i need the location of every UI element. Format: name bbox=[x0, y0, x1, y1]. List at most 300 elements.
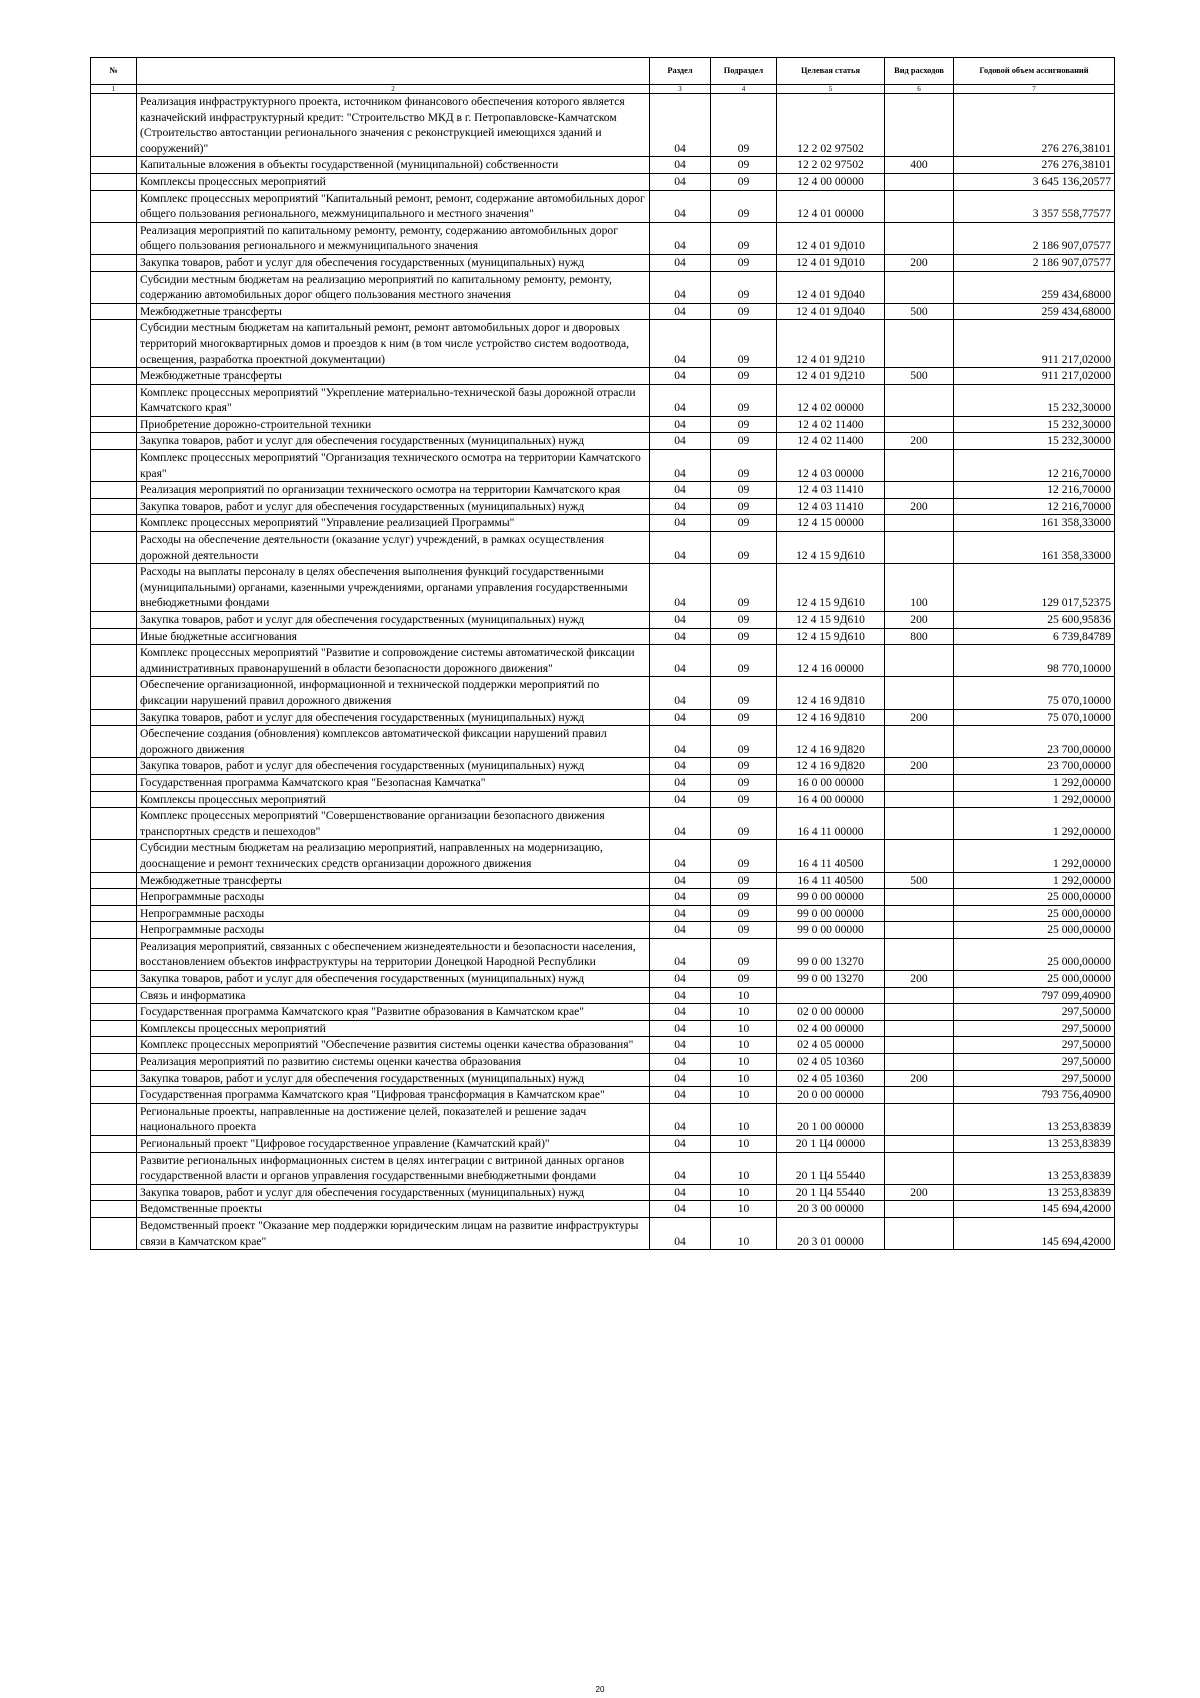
row-name-cell: Межбюджетные трансферты bbox=[137, 368, 650, 385]
row-section-cell: 04 bbox=[650, 1070, 711, 1087]
row-subsection-cell: 09 bbox=[711, 222, 777, 254]
row-name-cell: Непрограммные расходы bbox=[137, 922, 650, 939]
row-target-article-cell: 20 3 00 00000 bbox=[777, 1201, 885, 1218]
row-section-cell: 04 bbox=[650, 645, 711, 677]
row-expense-type-cell bbox=[885, 1136, 954, 1153]
row-name-cell: Реализация мероприятий по организации технического осмотра на территории Камчатского края bbox=[137, 482, 650, 499]
row-subsection-cell: 09 bbox=[711, 726, 777, 758]
row-expense-type-cell bbox=[885, 482, 954, 499]
table-row bbox=[91, 758, 1115, 775]
row-expense-type-cell: 200 bbox=[885, 971, 954, 988]
row-target-article-cell: 12 4 01 9Д010 bbox=[777, 254, 885, 271]
row-name-cell: Комплекс процессных мероприятий "Совершенствование организации безопасного движения транспортных средств и пешеходов" bbox=[137, 808, 650, 840]
row-amount-cell: 297,50000 bbox=[954, 1054, 1115, 1071]
row-amount-cell: 15 232,30000 bbox=[954, 416, 1115, 433]
row-number-cell bbox=[91, 173, 137, 190]
row-amount-cell: 276 276,38101 bbox=[954, 94, 1115, 157]
row-name-cell: Межбюджетные трансферты bbox=[137, 303, 650, 320]
table-row bbox=[91, 222, 1115, 254]
table-row bbox=[91, 905, 1115, 922]
row-number-cell bbox=[91, 271, 137, 303]
table-row bbox=[91, 872, 1115, 889]
row-number-cell bbox=[91, 433, 137, 450]
column-number: 5 bbox=[777, 85, 885, 94]
row-target-article-cell: 12 4 16 9Д820 bbox=[777, 758, 885, 775]
row-expense-type-cell bbox=[885, 905, 954, 922]
row-name-cell: Закупка товаров, работ и услуг для обеспечения государственных (муниципальных) нужд bbox=[137, 758, 650, 775]
row-subsection-cell: 09 bbox=[711, 254, 777, 271]
row-section-cell: 04 bbox=[650, 808, 711, 840]
row-expense-type-cell bbox=[885, 320, 954, 368]
table-row bbox=[91, 1103, 1115, 1135]
row-amount-cell: 297,50000 bbox=[954, 1004, 1115, 1021]
row-expense-type-cell bbox=[885, 645, 954, 677]
row-expense-type-cell bbox=[885, 271, 954, 303]
table-row bbox=[91, 889, 1115, 906]
row-amount-cell: 297,50000 bbox=[954, 1020, 1115, 1037]
row-subsection-cell: 10 bbox=[711, 1136, 777, 1153]
row-section-cell: 04 bbox=[650, 94, 711, 157]
row-target-article-cell: 20 1 Ц4 00000 bbox=[777, 1136, 885, 1153]
row-expense-type-cell bbox=[885, 791, 954, 808]
row-name-cell: Реализация мероприятий, связанных с обеспечением жизнедеятельности и безопасности населения, восстановлением объектов инфраструктуры на территории Донецкой Народной Республики bbox=[137, 938, 650, 970]
row-number-cell bbox=[91, 889, 137, 906]
row-subsection-cell: 09 bbox=[711, 271, 777, 303]
row-subsection-cell: 09 bbox=[711, 645, 777, 677]
row-target-article-cell: 12 4 15 9Д610 bbox=[777, 564, 885, 612]
row-number-cell bbox=[91, 450, 137, 482]
row-subsection-cell: 09 bbox=[711, 303, 777, 320]
table-row bbox=[91, 726, 1115, 758]
row-number-cell bbox=[91, 1004, 137, 1021]
row-subsection-cell: 10 bbox=[711, 1201, 777, 1218]
row-expense-type-cell bbox=[885, 1201, 954, 1218]
row-target-article-cell: 16 4 11 40500 bbox=[777, 840, 885, 872]
row-amount-cell: 145 694,42000 bbox=[954, 1201, 1115, 1218]
row-amount-cell: 3 357 558,77577 bbox=[954, 190, 1115, 222]
row-number-cell bbox=[91, 987, 137, 1004]
row-expense-type-cell bbox=[885, 840, 954, 872]
row-amount-cell: 12 216,70000 bbox=[954, 450, 1115, 482]
row-number-cell bbox=[91, 94, 137, 157]
table-row bbox=[91, 971, 1115, 988]
row-number-cell bbox=[91, 564, 137, 612]
row-section-cell: 04 bbox=[650, 1217, 711, 1249]
column-number: 3 bbox=[650, 85, 711, 94]
row-expense-type-cell bbox=[885, 190, 954, 222]
row-section-cell: 04 bbox=[650, 791, 711, 808]
row-expense-type-cell bbox=[885, 808, 954, 840]
row-section-cell: 04 bbox=[650, 368, 711, 385]
row-amount-cell: 25 000,00000 bbox=[954, 889, 1115, 906]
row-section-cell: 04 bbox=[650, 1201, 711, 1218]
row-amount-cell: 2 186 907,07577 bbox=[954, 254, 1115, 271]
row-subsection-cell: 10 bbox=[711, 1087, 777, 1104]
table-row bbox=[91, 922, 1115, 939]
row-target-article-cell: 16 4 11 40500 bbox=[777, 872, 885, 889]
row-name-cell: Региональный проект "Цифровое государственное управление (Камчатский край)" bbox=[137, 1136, 650, 1153]
column-number-row bbox=[91, 85, 1115, 94]
table-row bbox=[91, 645, 1115, 677]
row-amount-cell: 2 186 907,07577 bbox=[954, 222, 1115, 254]
row-number-cell bbox=[91, 416, 137, 433]
table-row bbox=[91, 1004, 1115, 1021]
row-expense-type-cell: 100 bbox=[885, 564, 954, 612]
row-name-cell: Субсидии местным бюджетам на капитальный ремонт, ремонт автомобильных дорог и дворовых территорий многоквартирных домов и проездов к ним (в том числе устройство систем водоотвода, освещения, разработка проектной документации) bbox=[137, 320, 650, 368]
column-number: 2 bbox=[137, 85, 650, 94]
row-section-cell: 04 bbox=[650, 1054, 711, 1071]
row-number-cell bbox=[91, 1184, 137, 1201]
row-name-cell: Закупка товаров, работ и услуг для обеспечения государственных (муниципальных) нужд bbox=[137, 971, 650, 988]
row-number-cell bbox=[91, 532, 137, 564]
row-amount-cell: 12 216,70000 bbox=[954, 498, 1115, 515]
table-row bbox=[91, 1136, 1115, 1153]
row-amount-cell: 6 739,84789 bbox=[954, 628, 1115, 645]
row-expense-type-cell bbox=[885, 1152, 954, 1184]
row-target-article-cell: 12 4 03 11410 bbox=[777, 498, 885, 515]
row-amount-cell: 13 253,83839 bbox=[954, 1184, 1115, 1201]
row-section-cell: 04 bbox=[650, 173, 711, 190]
row-target-article-cell: 02 0 00 00000 bbox=[777, 1004, 885, 1021]
row-target-article-cell: 12 4 01 9Д210 bbox=[777, 320, 885, 368]
row-section-cell: 04 bbox=[650, 872, 711, 889]
row-section-cell: 04 bbox=[650, 726, 711, 758]
header-name bbox=[137, 58, 650, 85]
row-subsection-cell: 09 bbox=[711, 628, 777, 645]
row-amount-cell: 1 292,00000 bbox=[954, 840, 1115, 872]
row-section-cell: 04 bbox=[650, 416, 711, 433]
row-amount-cell: 75 070,10000 bbox=[954, 709, 1115, 726]
table-body bbox=[91, 94, 1115, 1250]
row-amount-cell: 15 232,30000 bbox=[954, 433, 1115, 450]
row-expense-type-cell: 800 bbox=[885, 628, 954, 645]
row-section-cell: 04 bbox=[650, 564, 711, 612]
row-name-cell: Непрограммные расходы bbox=[137, 889, 650, 906]
row-expense-type-cell bbox=[885, 416, 954, 433]
row-amount-cell: 259 434,68000 bbox=[954, 303, 1115, 320]
table-row bbox=[91, 840, 1115, 872]
row-expense-type-cell bbox=[885, 173, 954, 190]
row-number-cell bbox=[91, 808, 137, 840]
row-subsection-cell: 09 bbox=[711, 368, 777, 385]
row-target-article-cell: 20 0 00 00000 bbox=[777, 1087, 885, 1104]
row-target-article-cell: 99 0 00 13270 bbox=[777, 938, 885, 970]
row-expense-type-cell bbox=[885, 922, 954, 939]
row-subsection-cell: 09 bbox=[711, 840, 777, 872]
row-expense-type-cell bbox=[885, 1103, 954, 1135]
row-number-cell bbox=[91, 384, 137, 416]
row-section-cell: 04 bbox=[650, 1184, 711, 1201]
row-target-article-cell: 12 4 01 00000 bbox=[777, 190, 885, 222]
row-expense-type-cell: 200 bbox=[885, 254, 954, 271]
table-row bbox=[91, 774, 1115, 791]
row-name-cell: Комплекс процессных мероприятий "Развитие и сопровождение системы автоматической фиксации административных правонарушений в области безопасности дорожного движения" bbox=[137, 645, 650, 677]
row-subsection-cell: 09 bbox=[711, 173, 777, 190]
row-name-cell: Ведомственные проекты bbox=[137, 1201, 650, 1218]
row-expense-type-cell bbox=[885, 726, 954, 758]
row-target-article-cell: 12 4 03 00000 bbox=[777, 450, 885, 482]
row-target-article-cell: 99 0 00 13270 bbox=[777, 971, 885, 988]
row-subsection-cell: 09 bbox=[711, 612, 777, 629]
row-target-article-cell bbox=[777, 987, 885, 1004]
row-subsection-cell: 10 bbox=[711, 1103, 777, 1135]
row-number-cell bbox=[91, 758, 137, 775]
row-amount-cell: 797 099,40900 bbox=[954, 987, 1115, 1004]
table-row bbox=[91, 433, 1115, 450]
table-row bbox=[91, 416, 1115, 433]
row-subsection-cell: 09 bbox=[711, 938, 777, 970]
header-num: № bbox=[91, 58, 137, 85]
row-section-cell: 04 bbox=[650, 612, 711, 629]
row-expense-type-cell: 500 bbox=[885, 872, 954, 889]
row-expense-type-cell: 400 bbox=[885, 157, 954, 174]
row-expense-type-cell bbox=[885, 774, 954, 791]
row-amount-cell: 25 000,00000 bbox=[954, 938, 1115, 970]
table-row bbox=[91, 791, 1115, 808]
row-name-cell: Закупка товаров, работ и услуг для обеспечения государственных (муниципальных) нужд bbox=[137, 254, 650, 271]
row-amount-cell: 129 017,52375 bbox=[954, 564, 1115, 612]
row-amount-cell: 793 756,40900 bbox=[954, 1087, 1115, 1104]
row-name-cell: Комплекс процессных мероприятий "Капитальный ремонт, ремонт, содержание автомобильных дорог общего пользования регионального, межмуниципального и местного значения" bbox=[137, 190, 650, 222]
row-expense-type-cell bbox=[885, 1004, 954, 1021]
row-subsection-cell: 09 bbox=[711, 498, 777, 515]
row-section-cell: 04 bbox=[650, 758, 711, 775]
row-target-article-cell: 12 4 15 9Д610 bbox=[777, 532, 885, 564]
table-row bbox=[91, 271, 1115, 303]
row-expense-type-cell: 200 bbox=[885, 758, 954, 775]
row-section-cell: 04 bbox=[650, 1136, 711, 1153]
row-target-article-cell: 02 4 05 10360 bbox=[777, 1054, 885, 1071]
row-subsection-cell: 09 bbox=[711, 433, 777, 450]
row-amount-cell: 15 232,30000 bbox=[954, 384, 1115, 416]
row-number-cell bbox=[91, 612, 137, 629]
row-target-article-cell: 12 4 01 9Д210 bbox=[777, 368, 885, 385]
row-expense-type-cell bbox=[885, 1037, 954, 1054]
row-name-cell: Субсидии местным бюджетам на реализацию мероприятий, направленных на модернизацию, дооснащение и ремонт технических средств организации дорожного движения bbox=[137, 840, 650, 872]
table-row bbox=[91, 94, 1115, 157]
row-section-cell: 04 bbox=[650, 157, 711, 174]
row-name-cell: Государственная программа Камчатского края "Цифровая трансформация в Камчатском крае" bbox=[137, 1087, 650, 1104]
row-name-cell: Расходы на выплаты персоналу в целях обеспечения выполнения функций государственными (муниципальными) органами, казенными учреждениями, органами управления государственными внебюджетными фондами bbox=[137, 564, 650, 612]
column-number: 4 bbox=[711, 85, 777, 94]
row-expense-type-cell bbox=[885, 94, 954, 157]
row-number-cell bbox=[91, 515, 137, 532]
row-number-cell bbox=[91, 791, 137, 808]
row-target-article-cell: 12 4 15 00000 bbox=[777, 515, 885, 532]
row-subsection-cell: 09 bbox=[711, 774, 777, 791]
row-expense-type-cell bbox=[885, 1217, 954, 1249]
row-number-cell bbox=[91, 303, 137, 320]
row-subsection-cell: 10 bbox=[711, 1004, 777, 1021]
row-target-article-cell: 12 4 16 9Д810 bbox=[777, 709, 885, 726]
table-row bbox=[91, 1054, 1115, 1071]
row-section-cell: 04 bbox=[650, 433, 711, 450]
row-amount-cell: 75 070,10000 bbox=[954, 677, 1115, 709]
row-section-cell: 04 bbox=[650, 450, 711, 482]
row-number-cell bbox=[91, 1136, 137, 1153]
table-row bbox=[91, 938, 1115, 970]
row-target-article-cell: 12 4 02 11400 bbox=[777, 416, 885, 433]
table-row bbox=[91, 173, 1115, 190]
row-name-cell: Субсидии местным бюджетам на реализацию мероприятий по капитальному ремонту, ремонту, содержанию автомобильных дорог общего пользования местного значения bbox=[137, 271, 650, 303]
row-subsection-cell: 09 bbox=[711, 384, 777, 416]
table-row bbox=[91, 157, 1115, 174]
row-name-cell: Реализация мероприятий по развитию системы оценки качества образования bbox=[137, 1054, 650, 1071]
row-name-cell: Закупка товаров, работ и услуг для обеспечения государственных (муниципальных) нужд bbox=[137, 1184, 650, 1201]
row-name-cell: Государственная программа Камчатского края "Развитие образования в Камчатском крае" bbox=[137, 1004, 650, 1021]
row-number-cell bbox=[91, 872, 137, 889]
table-row bbox=[91, 709, 1115, 726]
row-section-cell: 04 bbox=[650, 774, 711, 791]
row-number-cell bbox=[91, 1037, 137, 1054]
header-target-article: Целевая статья bbox=[777, 58, 885, 85]
row-subsection-cell: 09 bbox=[711, 677, 777, 709]
row-subsection-cell: 09 bbox=[711, 808, 777, 840]
row-number-cell bbox=[91, 1070, 137, 1087]
row-subsection-cell: 10 bbox=[711, 1184, 777, 1201]
column-number: 6 bbox=[885, 85, 954, 94]
budget-allocation-table bbox=[90, 57, 1115, 1250]
row-section-cell: 04 bbox=[650, 1004, 711, 1021]
row-subsection-cell: 10 bbox=[711, 1054, 777, 1071]
row-number-cell bbox=[91, 190, 137, 222]
row-amount-cell: 1 292,00000 bbox=[954, 872, 1115, 889]
row-name-cell: Закупка товаров, работ и услуг для обеспечения государственных (муниципальных) нужд bbox=[137, 433, 650, 450]
row-expense-type-cell: 500 bbox=[885, 303, 954, 320]
row-name-cell: Комплекс процессных мероприятий "Управление реализацией Программы" bbox=[137, 515, 650, 532]
row-subsection-cell: 10 bbox=[711, 1020, 777, 1037]
row-number-cell bbox=[91, 726, 137, 758]
row-subsection-cell: 09 bbox=[711, 515, 777, 532]
header-expense-type: Вид расходов bbox=[885, 58, 954, 85]
row-section-cell: 04 bbox=[650, 222, 711, 254]
row-amount-cell: 297,50000 bbox=[954, 1070, 1115, 1087]
row-name-cell: Комплекс процессных мероприятий "Укрепление материально-технической базы дорожной отрасли Камчатского края" bbox=[137, 384, 650, 416]
row-section-cell: 04 bbox=[650, 1020, 711, 1037]
row-target-article-cell: 20 1 00 00000 bbox=[777, 1103, 885, 1135]
row-name-cell: Приобретение дорожно-строительной техники bbox=[137, 416, 650, 433]
row-number-cell bbox=[91, 1217, 137, 1249]
row-amount-cell: 25 600,95836 bbox=[954, 612, 1115, 629]
row-section-cell: 04 bbox=[650, 938, 711, 970]
row-name-cell: Закупка товаров, работ и услуг для обеспечения государственных (муниципальных) нужд bbox=[137, 498, 650, 515]
row-name-cell: Расходы на обеспечение деятельности (оказание услуг) учреждений, в рамках осуществления дорожной деятельности bbox=[137, 532, 650, 564]
row-expense-type-cell bbox=[885, 384, 954, 416]
row-target-article-cell: 12 2 02 97502 bbox=[777, 157, 885, 174]
row-name-cell: Региональные проекты, направленные на достижение целей, показателей и решение задач национального проекта bbox=[137, 1103, 650, 1135]
row-target-article-cell: 16 4 11 00000 bbox=[777, 808, 885, 840]
row-name-cell: Капитальные вложения в объекты государственной (муниципальной) собственности bbox=[137, 157, 650, 174]
row-target-article-cell: 12 4 15 9Д610 bbox=[777, 628, 885, 645]
table-row bbox=[91, 808, 1115, 840]
row-subsection-cell: 09 bbox=[711, 482, 777, 499]
row-number-cell bbox=[91, 971, 137, 988]
table-row bbox=[91, 1184, 1115, 1201]
header-subsection: Подраздел bbox=[711, 58, 777, 85]
row-target-article-cell: 99 0 00 00000 bbox=[777, 922, 885, 939]
row-subsection-cell: 09 bbox=[711, 922, 777, 939]
table-row bbox=[91, 482, 1115, 499]
row-subsection-cell: 10 bbox=[711, 1217, 777, 1249]
row-target-article-cell: 12 4 01 9Д040 bbox=[777, 271, 885, 303]
row-subsection-cell: 10 bbox=[711, 1037, 777, 1054]
row-target-article-cell: 99 0 00 00000 bbox=[777, 889, 885, 906]
column-number: 1 bbox=[91, 85, 137, 94]
row-expense-type-cell: 200 bbox=[885, 433, 954, 450]
row-amount-cell: 98 770,10000 bbox=[954, 645, 1115, 677]
row-expense-type-cell bbox=[885, 987, 954, 1004]
row-name-cell: Закупка товаров, работ и услуг для обеспечения государственных (муниципальных) нужд bbox=[137, 612, 650, 629]
row-section-cell: 04 bbox=[650, 1087, 711, 1104]
row-section-cell: 04 bbox=[650, 840, 711, 872]
row-name-cell: Комплексы процессных мероприятий bbox=[137, 173, 650, 190]
row-expense-type-cell bbox=[885, 222, 954, 254]
row-amount-cell: 161 358,33000 bbox=[954, 515, 1115, 532]
row-section-cell: 04 bbox=[650, 271, 711, 303]
row-amount-cell: 13 253,83839 bbox=[954, 1152, 1115, 1184]
row-subsection-cell: 09 bbox=[711, 157, 777, 174]
row-amount-cell: 911 217,02000 bbox=[954, 320, 1115, 368]
row-target-article-cell: 02 4 05 00000 bbox=[777, 1037, 885, 1054]
row-subsection-cell: 10 bbox=[711, 1152, 777, 1184]
row-section-cell: 04 bbox=[650, 1037, 711, 1054]
row-number-cell bbox=[91, 1103, 137, 1135]
row-number-cell bbox=[91, 1152, 137, 1184]
row-number-cell bbox=[91, 774, 137, 791]
row-name-cell: Связь и информатика bbox=[137, 987, 650, 1004]
row-name-cell: Реализация инфраструктурного проекта, источником финансового обеспечения которого является казначейский инфраструктурный кредит: "Строительство МКД в г. Петропавловске-Камчатском (Строительство автостанции регионального значения с реконструкцией имеющихся зданий и сооружений)" bbox=[137, 94, 650, 157]
table-row bbox=[91, 254, 1115, 271]
row-target-article-cell: 12 4 15 9Д610 bbox=[777, 612, 885, 629]
row-subsection-cell: 09 bbox=[711, 709, 777, 726]
row-subsection-cell: 09 bbox=[711, 320, 777, 368]
table-row bbox=[91, 384, 1115, 416]
row-section-cell: 04 bbox=[650, 498, 711, 515]
row-target-article-cell: 12 2 02 97502 bbox=[777, 94, 885, 157]
row-section-cell: 04 bbox=[650, 1152, 711, 1184]
row-target-article-cell: 20 1 Ц4 55440 bbox=[777, 1152, 885, 1184]
row-subsection-cell: 09 bbox=[711, 905, 777, 922]
row-subsection-cell: 10 bbox=[711, 987, 777, 1004]
row-subsection-cell: 09 bbox=[711, 532, 777, 564]
table-row bbox=[91, 628, 1115, 645]
row-expense-type-cell bbox=[885, 532, 954, 564]
row-target-article-cell: 12 4 01 9Д010 bbox=[777, 222, 885, 254]
row-section-cell: 04 bbox=[650, 628, 711, 645]
row-number-cell bbox=[91, 905, 137, 922]
table-row bbox=[91, 987, 1115, 1004]
row-number-cell bbox=[91, 645, 137, 677]
row-target-article-cell: 12 4 01 9Д040 bbox=[777, 303, 885, 320]
row-name-cell: Межбюджетные трансферты bbox=[137, 872, 650, 889]
table-row bbox=[91, 1201, 1115, 1218]
header-annual-volume: Годовой объем ассигнований bbox=[954, 58, 1115, 85]
row-expense-type-cell: 200 bbox=[885, 709, 954, 726]
row-expense-type-cell bbox=[885, 889, 954, 906]
row-section-cell: 04 bbox=[650, 709, 711, 726]
row-target-article-cell: 12 4 16 9Д820 bbox=[777, 726, 885, 758]
row-target-article-cell: 02 4 05 10360 bbox=[777, 1070, 885, 1087]
row-target-article-cell: 12 4 16 00000 bbox=[777, 645, 885, 677]
table-row bbox=[91, 1070, 1115, 1087]
page-number: 20 bbox=[595, 1685, 605, 1694]
table-row bbox=[91, 303, 1115, 320]
row-number-cell bbox=[91, 677, 137, 709]
row-subsection-cell: 09 bbox=[711, 758, 777, 775]
row-target-article-cell: 12 4 02 00000 bbox=[777, 384, 885, 416]
row-number-cell bbox=[91, 1020, 137, 1037]
table-row bbox=[91, 368, 1115, 385]
